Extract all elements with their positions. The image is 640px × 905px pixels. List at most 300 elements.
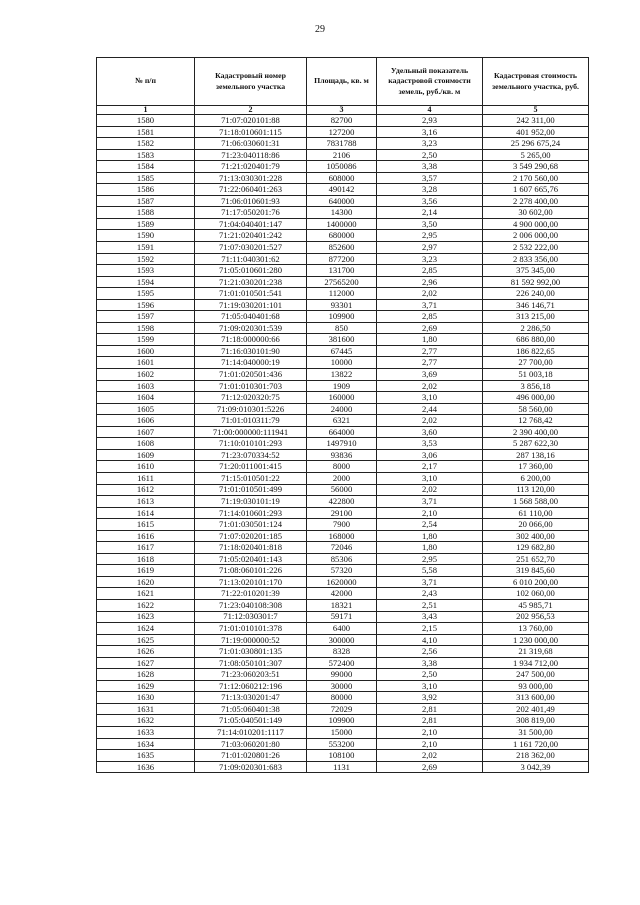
cadastral-number-cell: 71:01:010311:79 [195,415,307,427]
cadastral-value-cell: 686 880,00 [483,334,589,346]
area-cell: 8000 [307,461,377,473]
cadastral-value-cell: 6 010 200,00 [483,576,589,588]
row-number-cell: 1619 [97,565,195,577]
row-number-cell: 1584 [97,161,195,173]
cadastral-value-cell: 2 286,50 [483,322,589,334]
cadastral-value-cell: 2 532 222,00 [483,242,589,254]
row-number-cell: 1596 [97,299,195,311]
area-cell: 82700 [307,115,377,127]
row-number-cell: 1622 [97,599,195,611]
row-number-cell: 1604 [97,392,195,404]
row-number-cell: 1591 [97,242,195,254]
area-cell: 608000 [307,172,377,184]
table-row [97,565,589,577]
cadastral-number-cell: 71:12:060212:196 [195,680,307,692]
unit-value-cell: 2,50 [377,149,483,161]
row-number-cell: 1609 [97,449,195,461]
area-cell: 6321 [307,415,377,427]
table-row [97,611,589,623]
cadastral-value-cell: 25 296 675,24 [483,138,589,150]
unit-value-cell: 2,10 [377,726,483,738]
cadastral-number-cell: 71:05:010601:280 [195,265,307,277]
row-number-cell: 1624 [97,623,195,635]
unit-value-cell: 2,02 [377,415,483,427]
area-cell: 1400000 [307,218,377,230]
cadastral-value-cell: 58 560,00 [483,403,589,415]
cadastral-number-cell: 71:08:060101:226 [195,565,307,577]
cadastral-number-cell: 71:01:020801:26 [195,750,307,762]
cadastral-number-cell: 71:07:020201:185 [195,530,307,542]
table-row [97,669,589,681]
area-cell: 27565200 [307,276,377,288]
cadastral-value-cell: 186 822,65 [483,345,589,357]
row-number-cell: 1598 [97,322,195,334]
cadastral-number-cell: 71:17:050201:76 [195,207,307,219]
unit-value-cell: 2,85 [377,265,483,277]
table-row [97,484,589,496]
cadastral-number-cell: 71:09:020301:683 [195,761,307,773]
unit-value-cell: 3,10 [377,392,483,404]
unit-value-cell: 3,71 [377,496,483,508]
unit-value-cell: 3,06 [377,449,483,461]
unit-value-cell: 2,77 [377,345,483,357]
cadastral-number-cell: 71:12:030301:7 [195,611,307,623]
area-cell: 422800 [307,496,377,508]
cadastral-value-cell: 2 170 560,00 [483,172,589,184]
row-number-cell: 1610 [97,461,195,473]
unit-value-cell: 1,80 [377,530,483,542]
unit-value-cell: 2,02 [377,380,483,392]
cadastral-value-cell: 302 400,00 [483,530,589,542]
unit-value-cell: 3,23 [377,253,483,265]
cadastral-value-cell: 113 120,00 [483,484,589,496]
row-number-cell: 1599 [97,334,195,346]
area-cell: 852600 [307,242,377,254]
unit-value-cell: 2,96 [377,276,483,288]
table-row [97,623,589,635]
unit-value-cell: 2,69 [377,761,483,773]
cadastral-value-cell: 21 319,68 [483,646,589,658]
area-cell: 381600 [307,334,377,346]
row-number-cell: 1625 [97,634,195,646]
unit-value-cell: 3,23 [377,138,483,150]
unit-value-cell: 3,71 [377,576,483,588]
table-row [97,680,589,692]
row-number-cell: 1614 [97,507,195,519]
cadastral-number-cell: 71:01:010101:378 [195,623,307,635]
cadastral-value-cell: 13 760,00 [483,623,589,635]
table-row [97,657,589,669]
table-row [97,530,589,542]
table-row [97,426,589,438]
row-number-cell: 1612 [97,484,195,496]
row-number-cell: 1630 [97,692,195,704]
land-cadastral-table [96,57,589,773]
row-number-cell: 1580 [97,115,195,127]
unit-value-cell: 2,02 [377,484,483,496]
table-row [97,496,589,508]
cadastral-number-cell: 71:13:030201:47 [195,692,307,704]
area-cell: 850 [307,322,377,334]
table-row [97,438,589,450]
unit-value-cell: 2,43 [377,588,483,600]
unit-value-cell: 2,81 [377,715,483,727]
table-row [97,265,589,277]
cadastral-number-cell: 71:01:030801:135 [195,646,307,658]
column-number: 3 [307,106,377,115]
area-cell: 56000 [307,484,377,496]
header-cadastral-value: Кадастровая стоимость земельного участка, руб. [483,58,589,106]
cadastral-number-cell: 71:14:010201:1117 [195,726,307,738]
cadastral-value-cell: 129 682,80 [483,542,589,554]
area-cell: 109900 [307,715,377,727]
table-row [97,184,589,196]
cadastral-value-cell: 2 278 400,00 [483,195,589,207]
cadastral-number-cell: 71:09:010301:5226 [195,403,307,415]
area-cell: 680000 [307,230,377,242]
table-row [97,357,589,369]
cadastral-number-cell: 71:01:030501:124 [195,519,307,531]
table-row [97,415,589,427]
unit-value-cell: 2,50 [377,669,483,681]
area-cell: 99000 [307,669,377,681]
row-number-cell: 1623 [97,611,195,623]
area-cell: 15000 [307,726,377,738]
area-cell: 7831788 [307,138,377,150]
area-cell: 1050086 [307,161,377,173]
row-number-cell: 1581 [97,126,195,138]
table-row [97,380,589,392]
cadastral-number-cell: 71:14:040000:19 [195,357,307,369]
area-cell: 14300 [307,207,377,219]
cadastral-number-cell: 71:18:000000:66 [195,334,307,346]
cadastral-value-cell: 1 161 720,00 [483,738,589,750]
area-cell: 168000 [307,530,377,542]
cadastral-number-cell: 71:20:011001:415 [195,461,307,473]
unit-value-cell: 3,43 [377,611,483,623]
table-row [97,161,589,173]
table-row [97,392,589,404]
cadastral-value-cell: 4 900 000,00 [483,218,589,230]
area-cell: 93836 [307,449,377,461]
table-row [97,761,589,773]
row-number-cell: 1613 [97,496,195,508]
table-row [97,403,589,415]
unit-value-cell: 3,56 [377,195,483,207]
table-row [97,369,589,381]
unit-value-cell: 2,56 [377,646,483,658]
area-cell: 59171 [307,611,377,623]
area-cell: 877200 [307,253,377,265]
table-row [97,276,589,288]
table-row [97,288,589,300]
cadastral-value-cell: 2 006 000,00 [483,230,589,242]
cadastral-value-cell: 51 003,18 [483,369,589,381]
cadastral-value-cell: 287 138,16 [483,449,589,461]
table-row [97,334,589,346]
row-number-cell: 1635 [97,750,195,762]
cadastral-number-cell: 71:01:010301:703 [195,380,307,392]
cadastral-number-cell: 71:11:040301:62 [195,253,307,265]
header-cadastral-number: Кадастровый номер земельного участка [195,58,307,106]
table-row [97,703,589,715]
area-cell: 2000 [307,472,377,484]
cadastral-value-cell: 1 934 712,00 [483,657,589,669]
area-cell: 18321 [307,599,377,611]
cadastral-number-cell: 71:04:040401:147 [195,218,307,230]
table-row [97,542,589,554]
area-cell: 1909 [307,380,377,392]
table-row [97,172,589,184]
table-row [97,138,589,150]
cadastral-number-cell: 71:06:010601:93 [195,195,307,207]
table-row [97,126,589,138]
table-row [97,738,589,750]
area-cell: 30000 [307,680,377,692]
cadastral-value-cell: 251 652,70 [483,553,589,565]
unit-value-cell: 3,92 [377,692,483,704]
cadastral-number-cell: 71:18:010601:115 [195,126,307,138]
cadastral-value-cell: 496 000,00 [483,392,589,404]
area-cell: 664000 [307,426,377,438]
cadastral-value-cell: 3 042,39 [483,761,589,773]
cadastral-value-cell: 202 401,49 [483,703,589,715]
cadastral-value-cell: 1 230 000,00 [483,634,589,646]
unit-value-cell: 3,10 [377,472,483,484]
cadastral-value-cell: 1 607 665,76 [483,184,589,196]
area-cell: 72046 [307,542,377,554]
table-row [97,507,589,519]
row-number-cell: 1633 [97,726,195,738]
table-row [97,715,589,727]
cadastral-number-cell: 71:23:060203:51 [195,669,307,681]
cadastral-value-cell: 45 985,71 [483,599,589,611]
area-cell: 490142 [307,184,377,196]
area-cell: 108100 [307,750,377,762]
cadastral-number-cell: 71:23:040108:308 [195,599,307,611]
unit-value-cell: 3,69 [377,369,483,381]
area-cell: 112000 [307,288,377,300]
unit-value-cell: 2,77 [377,357,483,369]
area-cell: 109900 [307,311,377,323]
column-number-row [97,106,589,115]
cadastral-number-cell: 71:19:030101:19 [195,496,307,508]
cadastral-number-cell: 71:07:030201:527 [195,242,307,254]
cadastral-number-cell: 71:16:030101:90 [195,345,307,357]
unit-value-cell: 3,60 [377,426,483,438]
column-number: 5 [483,106,589,115]
table-row [97,299,589,311]
unit-value-cell: 2,15 [377,623,483,635]
table-row [97,218,589,230]
row-number-cell: 1615 [97,519,195,531]
table-row [97,115,589,127]
row-number-cell: 1607 [97,426,195,438]
cadastral-value-cell: 93 000,00 [483,680,589,692]
area-cell: 24000 [307,403,377,415]
row-number-cell: 1589 [97,218,195,230]
cadastral-number-cell: 71:01:010501:541 [195,288,307,300]
cadastral-number-cell: 71:13:020101:170 [195,576,307,588]
cadastral-number-cell: 71:05:060401:38 [195,703,307,715]
unit-value-cell: 3,28 [377,184,483,196]
cadastral-value-cell: 31 500,00 [483,726,589,738]
cadastral-value-cell: 3 856,18 [483,380,589,392]
row-number-cell: 1586 [97,184,195,196]
table-row [97,726,589,738]
cadastral-value-cell: 1 568 588,00 [483,496,589,508]
table-row [97,149,589,161]
table-row [97,242,589,254]
cadastral-value-cell: 313 600,00 [483,692,589,704]
unit-value-cell: 2,81 [377,703,483,715]
unit-value-cell: 2,14 [377,207,483,219]
cadastral-value-cell: 313 215,00 [483,311,589,323]
cadastral-number-cell: 71:15:010501:22 [195,472,307,484]
cadastral-value-cell: 202 956,53 [483,611,589,623]
unit-value-cell: 2,10 [377,738,483,750]
area-cell: 42000 [307,588,377,600]
row-number-cell: 1634 [97,738,195,750]
column-number: 1 [97,106,195,115]
cadastral-value-cell: 226 240,00 [483,288,589,300]
page-number: 29 [315,24,325,35]
table-row [97,461,589,473]
row-number-cell: 1603 [97,380,195,392]
cadastral-value-cell: 27 700,00 [483,357,589,369]
area-cell: 572400 [307,657,377,669]
row-number-cell: 1597 [97,311,195,323]
unit-value-cell: 5,58 [377,565,483,577]
table-row [97,230,589,242]
row-number-cell: 1618 [97,553,195,565]
cadastral-number-cell: 71:22:010201:39 [195,588,307,600]
row-number-cell: 1626 [97,646,195,658]
cadastral-value-cell: 81 592 992,00 [483,276,589,288]
row-number-cell: 1595 [97,288,195,300]
unit-value-cell: 2,51 [377,599,483,611]
table-row [97,253,589,265]
row-number-cell: 1588 [97,207,195,219]
unit-value-cell: 4,10 [377,634,483,646]
area-cell: 13822 [307,369,377,381]
table-row [97,634,589,646]
row-number-cell: 1585 [97,172,195,184]
area-cell: 553200 [307,738,377,750]
row-number-cell: 1629 [97,680,195,692]
area-cell: 67445 [307,345,377,357]
table-row [97,345,589,357]
unit-value-cell: 2,02 [377,288,483,300]
cadastral-value-cell: 5 287 622,30 [483,438,589,450]
cadastral-number-cell: 71:05:020401:143 [195,553,307,565]
area-cell: 57320 [307,565,377,577]
header-row [97,58,589,106]
cadastral-value-cell: 3 549 290,68 [483,161,589,173]
cadastral-value-cell: 346 146,71 [483,299,589,311]
header-row-number: № п/п [97,58,195,106]
cadastral-value-cell: 242 311,00 [483,115,589,127]
cadastral-value-cell: 247 500,00 [483,669,589,681]
unit-value-cell: 2,17 [377,461,483,473]
area-cell: 127200 [307,126,377,138]
cadastral-number-cell: 71:19:000000:52 [195,634,307,646]
cadastral-value-cell: 17 360,00 [483,461,589,473]
cadastral-value-cell: 2 390 400,00 [483,426,589,438]
row-number-cell: 1631 [97,703,195,715]
unit-value-cell: 1,80 [377,542,483,554]
row-number-cell: 1582 [97,138,195,150]
row-number-cell: 1632 [97,715,195,727]
area-cell: 10000 [307,357,377,369]
cadastral-number-cell: 71:19:030201:101 [195,299,307,311]
unit-value-cell: 2,54 [377,519,483,531]
unit-value-cell: 3,16 [377,126,483,138]
unit-value-cell: 3,38 [377,161,483,173]
cadastral-value-cell: 61 110,00 [483,507,589,519]
row-number-cell: 1608 [97,438,195,450]
unit-value-cell: 3,71 [377,299,483,311]
area-cell: 1497910 [307,438,377,450]
unit-value-cell: 3,53 [377,438,483,450]
row-number-cell: 1601 [97,357,195,369]
area-cell: 160000 [307,392,377,404]
cadastral-number-cell: 71:05:040501:149 [195,715,307,727]
table-row [97,553,589,565]
row-number-cell: 1611 [97,472,195,484]
cadastral-value-cell: 401 952,00 [483,126,589,138]
unit-value-cell: 3,38 [377,657,483,669]
cadastral-value-cell: 102 060,00 [483,588,589,600]
row-number-cell: 1636 [97,761,195,773]
table-row [97,311,589,323]
unit-value-cell: 3,50 [377,218,483,230]
row-number-cell: 1617 [97,542,195,554]
cadastral-number-cell: 71:23:070334:52 [195,449,307,461]
unit-value-cell: 2,93 [377,115,483,127]
cadastral-number-cell: 71:21:020401:79 [195,161,307,173]
table-row [97,322,589,334]
area-cell: 131700 [307,265,377,277]
unit-value-cell: 2,95 [377,230,483,242]
area-cell: 72029 [307,703,377,715]
row-number-cell: 1600 [97,345,195,357]
column-number: 2 [195,106,307,115]
area-cell: 85306 [307,553,377,565]
row-number-cell: 1594 [97,276,195,288]
row-number-cell: 1606 [97,415,195,427]
table-row [97,692,589,704]
unit-value-cell: 2,02 [377,750,483,762]
cadastral-number-cell: 71:10:010101:293 [195,438,307,450]
row-number-cell: 1621 [97,588,195,600]
cadastral-value-cell: 375 345,00 [483,265,589,277]
unit-value-cell: 2,97 [377,242,483,254]
row-number-cell: 1616 [97,530,195,542]
unit-value-cell: 2,95 [377,553,483,565]
cadastral-number-cell: 71:23:040118:86 [195,149,307,161]
cadastral-number-cell: 71:14:010601:293 [195,507,307,519]
cadastral-number-cell: 71:13:030301:228 [195,172,307,184]
cadastral-number-cell: 71:01:010501:499 [195,484,307,496]
column-number: 4 [377,106,483,115]
row-number-cell: 1587 [97,195,195,207]
table-row [97,449,589,461]
area-cell: 300000 [307,634,377,646]
table-row [97,646,589,658]
table-row [97,599,589,611]
cadastral-number-cell: 71:05:040401:68 [195,311,307,323]
